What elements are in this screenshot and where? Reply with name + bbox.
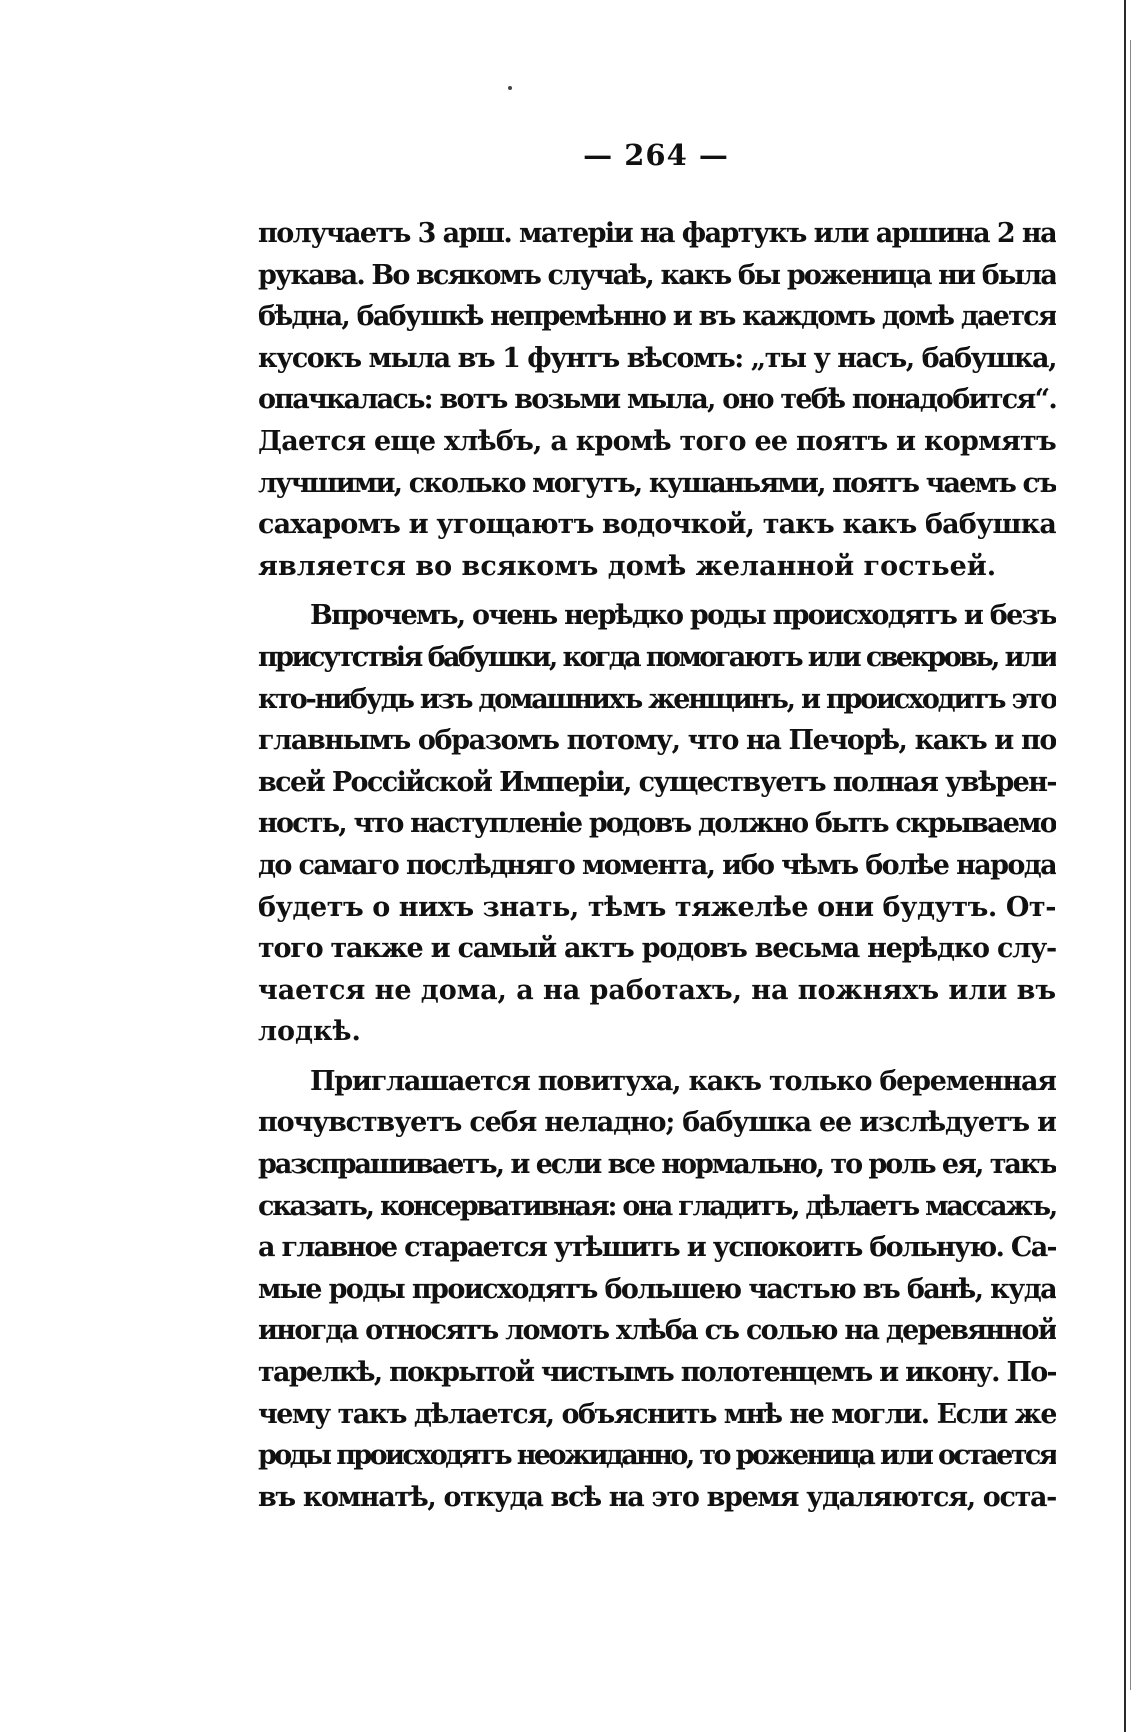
text-line: Дается еще хлѣбъ, а кромѣ того ее поятъ и кормятъ: [258, 425, 1056, 457]
page-number: — 264 —: [583, 138, 729, 172]
scan-speck: [508, 86, 512, 90]
text-line: до самаго послѣдняго момента, ибо чѣмъ болѣе народа: [258, 849, 1056, 881]
text-line: роды происходятъ неожиданно, то роженица или остается: [258, 1440, 1056, 1472]
text-line: бѣдна, бабушкѣ непремѣнно и въ каждомъ домѣ дается: [258, 301, 1056, 333]
text-line: въ комнатѣ, откуда всѣ на это время удаляются, оста-: [258, 1481, 1056, 1513]
text-line: Впрочемъ, очень нерѣдко роды происходятъ и безъ: [310, 600, 1056, 632]
text-line: кусокъ мыла въ 1 фунтъ вѣсомъ: „ты у насъ, бабушка,: [258, 342, 1056, 374]
scan-edge-line: [1124, 0, 1126, 1732]
paragraph-gap: [258, 587, 1056, 595]
text-line: рукава. Во всякомъ случаѣ, какъ бы роженица ни была: [258, 259, 1056, 291]
scan-edge-shadow: [1130, 40, 1131, 1690]
text-line: получаетъ 3 арш. матеріи на фартукъ или аршина 2 на: [258, 218, 1056, 249]
text-line: присутствія бабушки, когда помогаютъ или свекровь, или: [258, 641, 1056, 673]
text-line: лучшими, сколько могутъ, кушаньями, поятъ чаемъ съ: [258, 467, 1056, 499]
text-line: мые роды происходятъ большею частью въ банѣ, куда: [258, 1273, 1056, 1305]
text-line: того также и самый актъ родовъ весьма нерѣдко слу-: [258, 933, 1056, 965]
text-line: а главное старается утѣшить и успокоить больную. Са-: [258, 1232, 1056, 1264]
text-line: лодкѣ.: [258, 1016, 361, 1048]
text-line: почувствуетъ себя неладно; бабушка ее изслѣдуетъ и: [258, 1107, 1056, 1139]
text-line: тарелкѣ, покрытой чистымъ полотенцемъ и икону. По-: [258, 1357, 1056, 1389]
text-line: разспрашиваетъ, и если все нормально, то роль ея, такъ: [258, 1149, 1056, 1181]
text-line: опачкалась: вотъ возьми мыла, оно тебѣ понадобится“.: [258, 384, 1056, 416]
text-line: главнымъ образомъ потому, что на Печорѣ, какъ и по: [258, 725, 1056, 757]
text-line: кто-нибудь изъ домашнихъ женщинъ, и происходитъ это: [258, 683, 1056, 715]
text-line: сахаромъ и угощаютъ водочкой, такъ какъ бабушка: [258, 509, 1056, 541]
text-line: чему такъ дѣлается, объяснить мнѣ не могли. Если же: [258, 1398, 1056, 1430]
text-line: всей Россійской Имперіи, существуетъ полная увѣрен-: [258, 766, 1056, 798]
text-line: будетъ о нихъ знать, тѣмъ тяжелѣе они будутъ. От-: [258, 891, 1056, 923]
text-line: иногда относятъ ломоть хлѣба съ солью на деревянной: [258, 1315, 1056, 1347]
paragraph-gap: [258, 1053, 1056, 1061]
text-line: Приглашается повитуха, какъ только беременная: [310, 1065, 1056, 1097]
text-line: сказать, консервативная: она гладитъ, дѣлаетъ массажъ,: [258, 1190, 1056, 1222]
text-line: ность, что наступленіе родовъ должно быть скрываемо: [258, 808, 1056, 840]
text-line: является во всякомъ домѣ желанной гостьей.: [258, 550, 997, 582]
body-text: [258, 213, 1056, 1518]
text-line: чается не дома, а на работахъ, на пожняхъ или въ: [258, 974, 1056, 1006]
